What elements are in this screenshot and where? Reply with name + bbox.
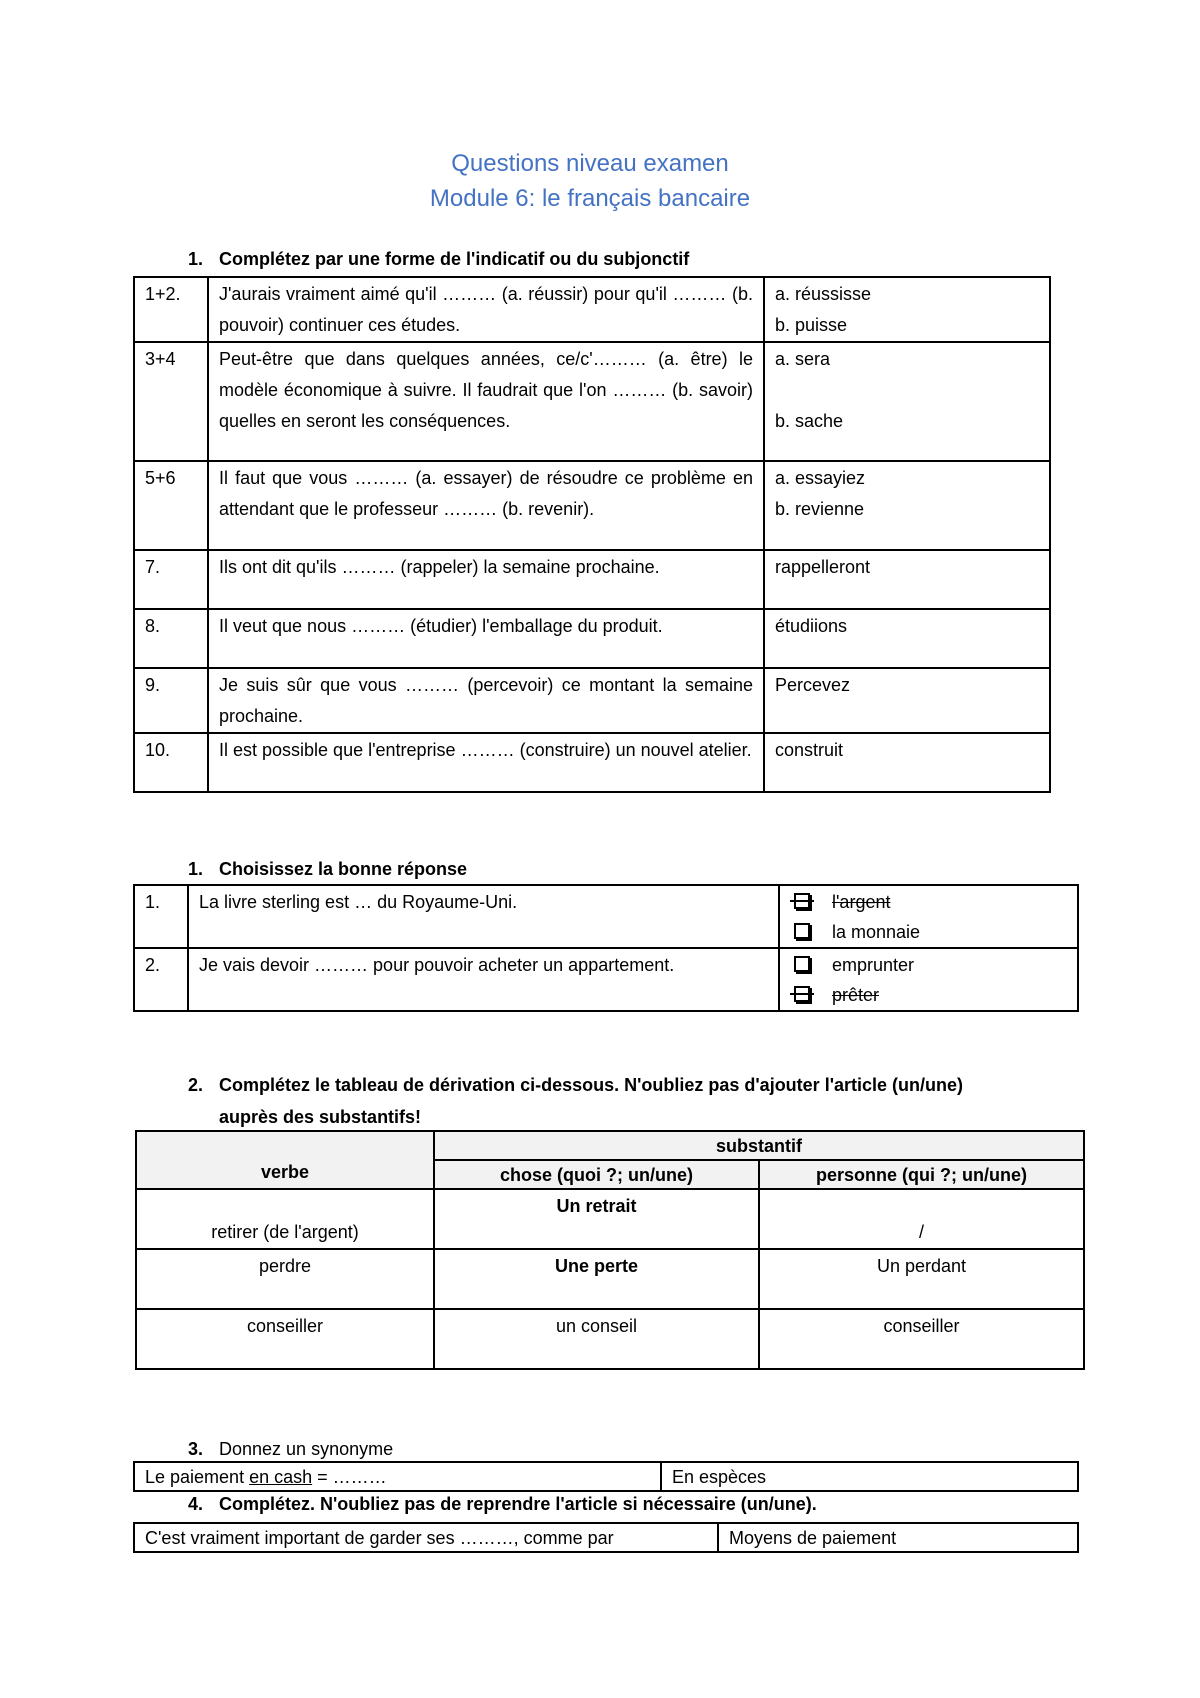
- answer-a: a. essayiez: [775, 468, 866, 488]
- table-row: [136, 1189, 1084, 1249]
- question-number: 1.: [134, 885, 188, 948]
- question-text: J'aurais vraiment aimé qu'il ……… (a. réussir) pour qu'il ……… (b. pouvoir) continuer ces études.: [208, 277, 764, 342]
- page-subtitle: Module 6: le français bancaire: [429, 185, 751, 212]
- cell-personne: /: [759, 1189, 1084, 1249]
- section3-instruction-line1: Complétez le tableau de dérivation ci-dessous. N'oubliez pas d'ajouter l'article (un/une): [219, 1075, 963, 1095]
- section1-instruction: Complétez par une forme de l'indicatif ou du subjonctif: [219, 249, 690, 269]
- question-number: 8.: [134, 609, 208, 668]
- section3-instruction-line2: auprès des substantifs!: [219, 1107, 422, 1127]
- question-text: Je suis sûr que vous ……… (percevoir) ce montant la semaine prochaine.: [208, 668, 764, 733]
- question-text: La livre sterling est … du Royaume-Uni.: [188, 885, 779, 948]
- section4-number: 3.: [187, 1439, 203, 1459]
- answer-a: Percevez: [775, 675, 851, 695]
- synonym-question: [134, 1462, 661, 1491]
- answer-cell: [764, 277, 1050, 342]
- complete-table: [133, 1522, 1079, 1553]
- answer-b: b. revienne: [775, 499, 865, 519]
- table-row: [134, 668, 1050, 733]
- answer-b: b. sache: [775, 411, 844, 431]
- cell-verbe: perdre: [136, 1249, 434, 1309]
- answer-cell: [764, 609, 1050, 668]
- checkbox-icon: [794, 956, 810, 972]
- cell-verbe: retirer (de l'argent): [136, 1189, 434, 1249]
- checkbox-icon: [794, 923, 810, 939]
- table-row: [134, 733, 1050, 792]
- option-label: prêter: [832, 985, 880, 1005]
- question-text: Il veut que nous ……… (étudier) l'emballage du produit.: [208, 609, 764, 668]
- synonym-table: [133, 1461, 1079, 1492]
- cell-personne: conseiller: [759, 1309, 1084, 1369]
- table-row: [134, 885, 1078, 948]
- cell-chose: Un retrait: [434, 1189, 759, 1249]
- options-cell: [779, 885, 1078, 948]
- col-header-verbe: verbe: [136, 1131, 434, 1189]
- option-item: [790, 980, 1067, 1010]
- checkbox-icon: [794, 893, 810, 909]
- col-header-chose: chose (quoi ?; un/une): [434, 1160, 759, 1189]
- option-item: [790, 917, 1067, 947]
- cell-verbe: conseiller: [136, 1309, 434, 1369]
- question-number: 10.: [134, 733, 208, 792]
- section1-number: 1.: [187, 249, 203, 269]
- question-number: 9.: [134, 668, 208, 733]
- section2-instruction: Choisissez la bonne réponse: [219, 859, 468, 879]
- col-header-personne: personne (qui ?; un/une): [759, 1160, 1084, 1189]
- checkbox-icon: [794, 986, 810, 1002]
- section5-instruction: Complétez. N'oubliez pas de reprendre l'article si nécessaire (un/une).: [219, 1494, 817, 1514]
- cell-chose: un conseil: [434, 1309, 759, 1369]
- section5-number: 4.: [187, 1494, 203, 1514]
- answer-a: a. réussisse: [775, 284, 872, 304]
- complete-answer: Moyens de paiement: [718, 1523, 1078, 1552]
- answer-b: b. puisse: [775, 315, 848, 335]
- synonym-question-prefix: Le paiement: [145, 1467, 250, 1487]
- section3-number: 2.: [187, 1075, 203, 1095]
- cell-chose: Une perte: [434, 1249, 759, 1309]
- table-row: [134, 550, 1050, 609]
- table-row: [134, 948, 1078, 1011]
- derivation-table: [135, 1130, 1085, 1370]
- section2-number: 1.: [187, 859, 203, 879]
- answer-cell: [764, 733, 1050, 792]
- cell-personne: Un perdant: [759, 1249, 1084, 1309]
- answer-cell: [764, 342, 1050, 461]
- answer-a: construit: [775, 740, 844, 760]
- question-text: Je vais devoir ……… pour pouvoir acheter un appartement.: [188, 948, 779, 1011]
- question-number: 7.: [134, 550, 208, 609]
- options-cell: [779, 948, 1078, 1011]
- complete-question: C'est vraiment important de garder ses ………, comme par: [134, 1523, 718, 1552]
- answer-a: rappelleront: [775, 557, 871, 577]
- table-row: [136, 1309, 1084, 1369]
- question-number: 2.: [134, 948, 188, 1011]
- page-title: Questions niveau examen: [451, 150, 729, 177]
- synonym-question-suffix: = ………: [312, 1467, 387, 1487]
- choice-table: [133, 884, 1079, 1012]
- question-text: Peut-être que dans quelques années, ce/c'……… (a. être) le modèle économique à suivre. Il faudrait que l'on ……… (b. savoir) quelles en seront les conséquences.: [208, 342, 764, 461]
- option-label: la monnaie: [832, 922, 921, 942]
- answer-a: a. sera: [775, 349, 831, 369]
- table-row: [134, 461, 1050, 550]
- option-label: l'argent: [832, 892, 891, 912]
- synonym-question-underlined: en cash: [249, 1467, 313, 1487]
- table-row: [134, 342, 1050, 461]
- table-row: [136, 1249, 1084, 1309]
- synonym-answer: En espèces: [661, 1462, 1078, 1491]
- option-item: [790, 887, 1067, 917]
- section4-instruction: Donnez un synonyme: [219, 1439, 394, 1459]
- table-row: [134, 277, 1050, 342]
- answer-cell: [764, 668, 1050, 733]
- question-number: 5+6: [134, 461, 208, 550]
- table-row: [134, 609, 1050, 668]
- question-number: 1+2.: [134, 277, 208, 342]
- question-text: Il est possible que l'entreprise ……… (construire) un nouvel atelier.: [208, 733, 764, 792]
- option-item: [790, 950, 1067, 980]
- question-text: Ils ont dit qu'ils ……… (rappeler) la semaine prochaine.: [208, 550, 764, 609]
- answer-cell: [764, 461, 1050, 550]
- answer-cell: [764, 550, 1050, 609]
- answer-a: étudiions: [775, 616, 848, 636]
- col-header-substantif: substantif: [434, 1131, 1084, 1160]
- question-number: 3+4: [134, 342, 208, 461]
- option-label: emprunter: [832, 955, 915, 975]
- question-text: Il faut que vous ……… (a. essayer) de résoudre ce problème en attendant que le professeur ……… (b. revenir).: [208, 461, 764, 550]
- indicatif-subjonctif-table: [133, 276, 1051, 793]
